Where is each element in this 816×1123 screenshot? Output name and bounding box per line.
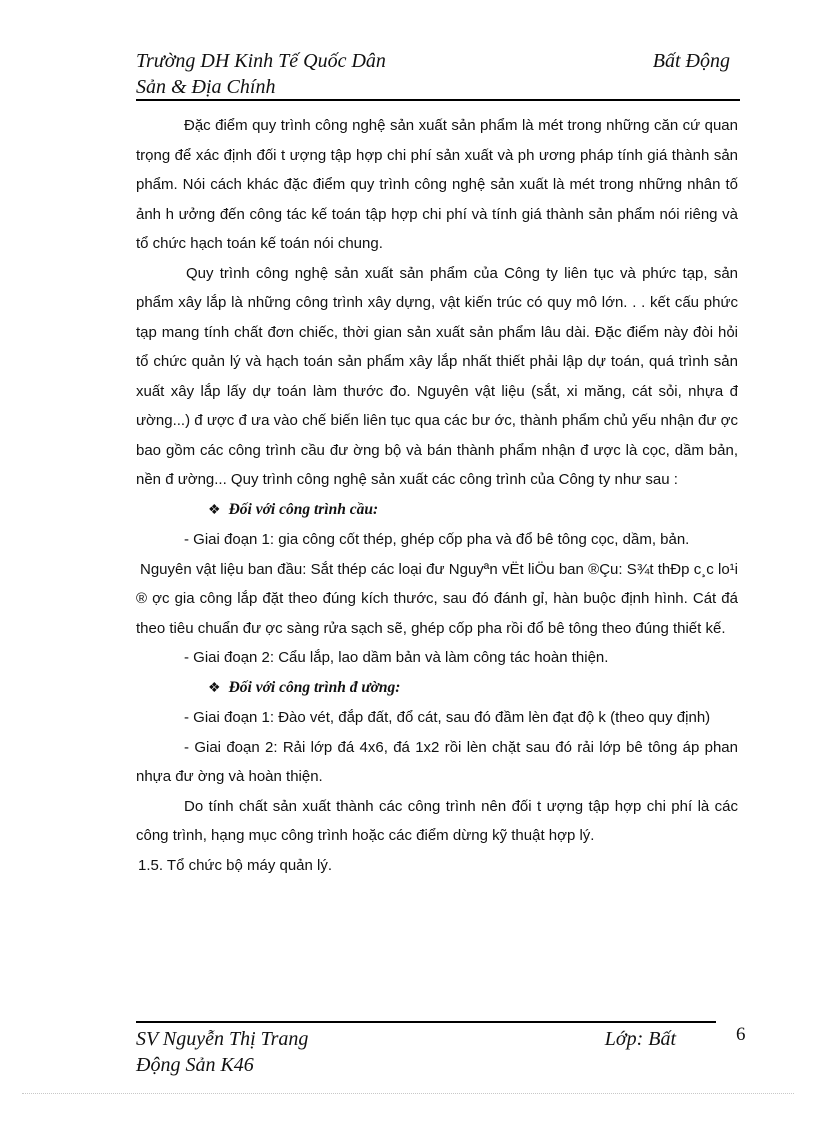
paragraph-bridge-stage-1: - Giai đoạn 1: gia công cốt thép, ghép cốp pha và đổ bê tông cọc, dầm, bản. <box>184 531 690 548</box>
footer-class-part1: Lớp: Bất <box>604 1028 676 1050</box>
bullet-bridge-label: Đối với công trình cầu: <box>228 500 379 518</box>
footer-line-1 <box>136 1026 696 1052</box>
page-number: 6 <box>736 1024 746 1045</box>
bullet-bridge-works <box>136 495 738 526</box>
header-school: Trường DH Kinh Tế Quốc Dân <box>136 50 386 72</box>
page-footer <box>136 1026 696 1078</box>
paragraph-process-characteristics: Đặc điểm quy trình công nghệ sản xuất sản phẩm là mét trong những căn cứ quan trọng để xác định đối t ượng tập hợp chi phí sản xuất và ph ương pháp tính giá thành sản phẩm. Nói cách khác đặc điểm quy trình công nghệ sản xuất là mét trong những nhân tố ảnh h ưởng đến công tác kế toán tập hợp chi phí và tính giá thành sản phẩm nói riêng và tổ chức hạch toán kế toán nói chung. <box>136 117 738 252</box>
paragraph-raw-materials: Nguyên vật liệu ban đầu: Sắt thép các loại đư Nguyªn vËt liÖu ban ®Çu: S¾t thÐp c¸c lo¹i ® ợc gia công lắp đặt theo đúng kích thước, sau đó đánh gỉ, hàn buộc định hình. Cát đá theo tiêu chuẩn đư ợc sàng rửa sạch sẽ, ghép cốp pha rồi đổ bê tông theo đúng thiết kế. <box>136 560 738 637</box>
header-department-part2: Sản & Địa Chính <box>136 76 276 98</box>
paragraph-production-process: Quy trình công nghệ sản xuất sản phẩm của Công ty liên tục và phức tạp, sản phẩm xây lắp là những công trình xây dựng, vật kiến trúc có quy mô lớn. . . kết cấu phức tạp mang tính chất đơn chiếc, thời gian sản xuất sản phẩm lâu dài. Đặc điểm này đòi hỏi tổ chức quản lý và hạch toán sản phẩm xây lắp nhất thiết phải lập dự toán, quá trình sản xuất xây lắp lấy dự toán làm thước đo. Nguyên vật liệu (sắt, xi măng, cát sỏi, nhựa đ ường...) đ ược đ ưa vào chế biến liên tục qua các bư ớc, thành phẩm chủ yếu nhận đư ợc bao gồm các công trình cầu đư ờng bộ và bán thành phẩm nhận đ ược là cọc, dầm bản, nền đ ường... Quy trình công nghệ sản xuất các công trình của Công ty như sau : <box>136 264 738 488</box>
diamond-bullet-icon: ❖ <box>208 680 221 696</box>
bullet-road-works <box>136 673 738 704</box>
header-divider <box>136 99 740 101</box>
section-heading: 1.5. Tổ chức bộ máy quản lý. <box>138 856 333 874</box>
bullet-road-label: Đối với công trình đ ường: <box>228 678 401 696</box>
paragraph-bridge-stage-2: - Giai đoạn 2: Cẩu lắp, lao dầm bản và làm công tác hoàn thiện. <box>184 649 609 666</box>
paragraph-road-stage-1: - Giai đoạn 1: Đào vét, đắp đất, đổ cát, sau đó đầm lèn đạt độ k (theo quy định) <box>184 709 711 726</box>
footer-class-part2: Động Sản K46 <box>136 1054 254 1076</box>
page-boundary-line <box>22 1093 794 1094</box>
header-line-1 <box>136 48 740 74</box>
paragraph-road-stage-2: - Giai đoạn 2: Rải lớp đá 4x6, đá 1x2 rồi lèn chặt sau đó rải lớp bê tông áp phan nhựa đư ờng và hoàn thiện. <box>136 738 738 785</box>
page-header <box>136 48 740 100</box>
diamond-bullet-icon: ❖ <box>208 502 221 518</box>
footer-student-name: SV Nguyễn Thị Trang <box>136 1028 309 1050</box>
header-department-part1: Bất Động <box>652 50 730 72</box>
document-body <box>136 111 738 880</box>
footer-divider <box>136 1021 716 1023</box>
paragraph-cost-object: Do tính chất sản xuất thành các công trình nên đối t ượng tập hợp chi phí là các công trình, hạng mục công trình hoặc các điểm dừng kỹ thuật hợp lý. <box>136 797 738 844</box>
